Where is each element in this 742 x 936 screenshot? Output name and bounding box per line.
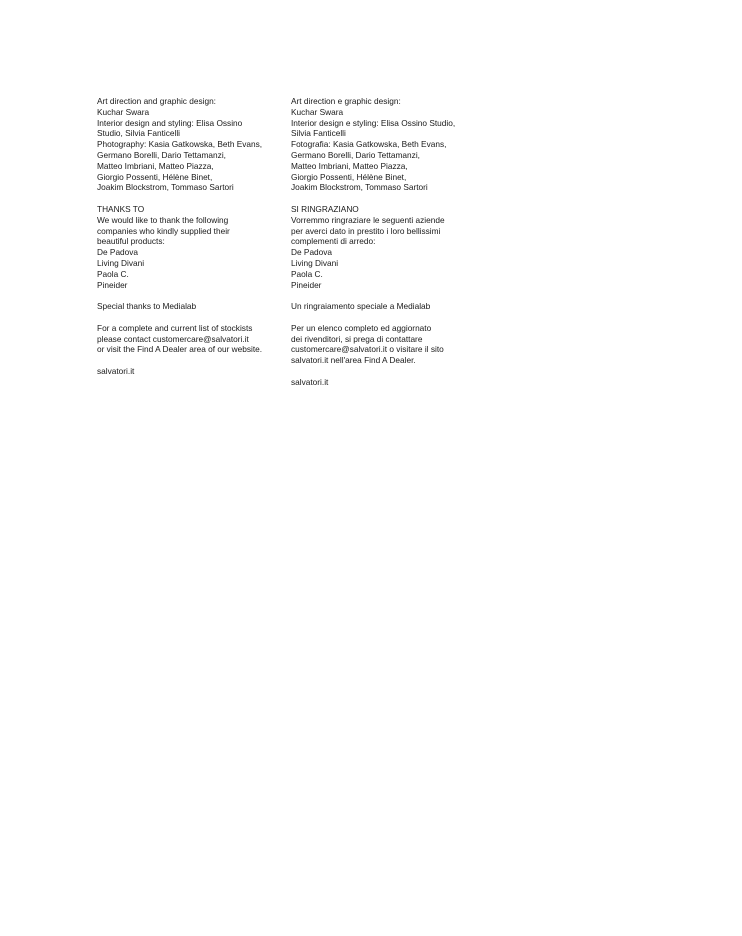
- special-thanks-line: Un ringraiamento speciale a Medialab: [291, 301, 431, 312]
- thanks-heading: SI RINGRAZIANO: [291, 203, 359, 214]
- credits-line: Joakim Blockstrom, Tommaso Sartori: [97, 182, 234, 193]
- credits-line: Germano Borelli, Dario Tettamanzi,: [291, 149, 420, 160]
- credits-line: Matteo Imbriani, Matteo Piazza,: [291, 160, 408, 171]
- website-link: salvatori.it: [97, 365, 135, 376]
- credits-line: Fotografia: Kasia Gatkowska, Beth Evans,: [291, 139, 447, 150]
- thanks-company: De Padova: [291, 247, 333, 258]
- stockists-line: Per un elenco completo ed aggiornato: [291, 322, 432, 333]
- thanks-block: [291, 204, 477, 290]
- thanks-line: Vorremmo ringraziare le seguenti aziende: [291, 214, 445, 225]
- credits-line: Studio, Silvia Fanticelli: [97, 128, 181, 139]
- thanks-line: complementi di arredo:: [291, 236, 376, 247]
- stockists-line: or visit the Find A Dealer area of our website.: [97, 344, 263, 355]
- stockists-line: customercare@salvatori.it o visitare il sito: [291, 344, 444, 355]
- thanks-company: Paola C.: [97, 268, 129, 279]
- credits-line: Joakim Blockstrom, Tommaso Sartori: [291, 182, 428, 193]
- credits-line: Giorgio Possenti, Hélène Binet,: [291, 171, 407, 182]
- credits-line: Interior design and styling: Elisa Ossino: [97, 117, 243, 128]
- website-block: [291, 377, 477, 388]
- thanks-company: Pineider: [291, 279, 322, 290]
- thanks-line: per averci dato in prestito i loro bellissimi: [291, 225, 441, 236]
- thanks-company: Pineider: [97, 279, 128, 290]
- special-thanks-block: [291, 301, 477, 312]
- thanks-company: Living Divani: [291, 257, 339, 268]
- credits-line: Giorgio Possenti, Hélène Binet,: [97, 171, 213, 182]
- stockists-line: salvatori.it nell'area Find A Dealer.: [291, 355, 416, 366]
- thanks-line: beautiful products:: [97, 236, 165, 247]
- credits-line: Germano Borelli, Dario Tettamanzi,: [97, 149, 226, 160]
- website-link: salvatori.it: [291, 376, 329, 387]
- credits-line: Matteo Imbriani, Matteo Piazza,: [97, 160, 214, 171]
- special-thanks-block: [97, 301, 283, 312]
- english-column: [97, 96, 283, 388]
- credits-line: Kuchar Swara: [291, 106, 344, 117]
- credits-line: Photography: Kasia Gatkowska, Beth Evans,: [97, 139, 263, 150]
- credits-block: [291, 96, 477, 193]
- special-thanks-line: Special thanks to Medialab: [97, 301, 197, 312]
- stockists-block: [291, 323, 477, 366]
- thanks-line: We would like to thank the following: [97, 214, 229, 225]
- credits-line: Silvia Fanticelli: [291, 128, 346, 139]
- stockists-block: [97, 323, 283, 355]
- credits-line: Kuchar Swara: [97, 106, 150, 117]
- credits-line: Interior design e styling: Elisa Ossino Studio,: [291, 117, 456, 128]
- thanks-company: Paola C.: [291, 268, 323, 279]
- stockists-line: dei rivenditori, si prega di contattare: [291, 333, 423, 344]
- credits-line: Art direction and graphic design:: [97, 96, 216, 106]
- website-block: [97, 366, 283, 377]
- thanks-heading: THANKS TO: [97, 203, 145, 214]
- credits-block: [97, 96, 283, 193]
- thanks-company: Living Divani: [97, 257, 145, 268]
- italian-column: [291, 96, 477, 398]
- stockists-line: please contact customercare@salvatori.it: [97, 333, 249, 344]
- credits-line: Art direction e graphic design:: [291, 96, 401, 106]
- thanks-company: De Padova: [97, 247, 139, 258]
- thanks-block: [97, 204, 283, 290]
- stockists-line: For a complete and current list of stockists: [97, 322, 253, 333]
- thanks-line: companies who kindly supplied their: [97, 225, 230, 236]
